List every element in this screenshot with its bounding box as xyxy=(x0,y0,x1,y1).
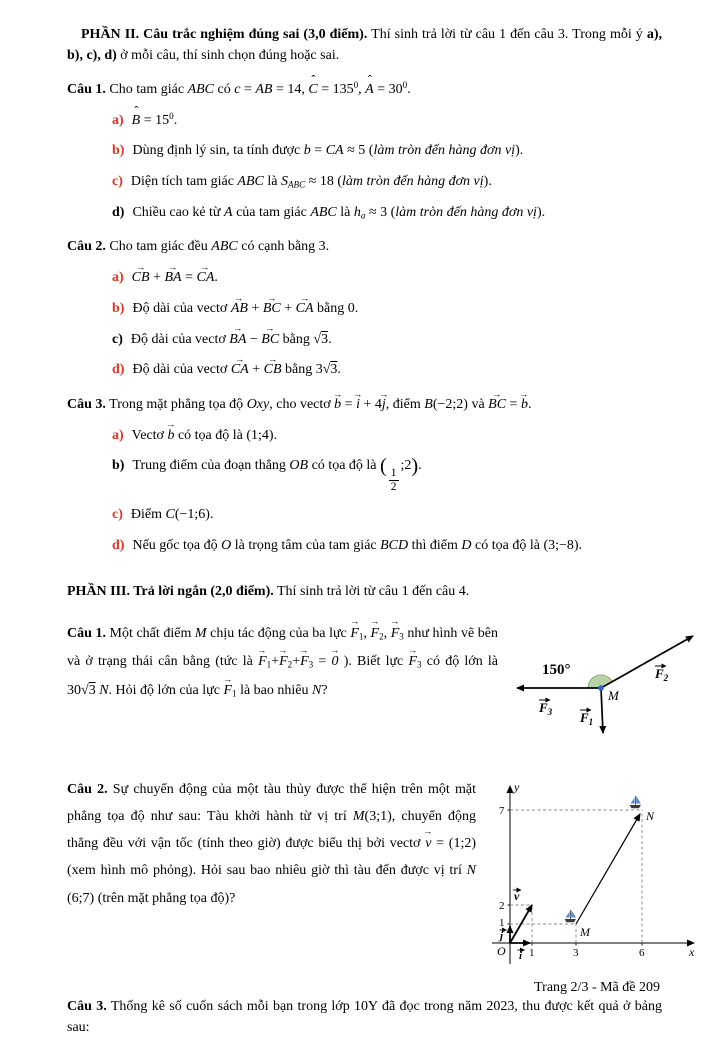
p2-q2-item-c: c) Độ dài của vectơ BA → − BC → bằng √3. xyxy=(112,329,662,351)
p3-q2-text: Câu 2. Sự chuyển động của một tàu thủy được thể hiện trên một mặt phẳng tọa độ như sau: Tàu khởi hành từ vị trí M(3;1), chuyển động thẳng đều với vận tốc (tính theo giờ) được biểu thị bởi vectơ v → = (1;2) (xem hình mô phỏng). Hỏi sau bao nhiêu giờ thì tàu đến được vị trí N (6;7) (trên mặt phẳng tọa độ)? xyxy=(67,776,486,912)
p3-q1-text: Câu 1. Một chất điểm M chịu tác động của ba lực $F \to_1$, $F \to_2$, $F \to_3$ như hình vẽ bên và ở trạng thái cân bằng (tức là $F \to_1+F \to_2+F \to_3 = 0$ → ). Biết lực $F \to_3$ có độ lớn là 30√3 N. Hỏi độ lớn của lực $F \to_1$ là bao nhiêu N? xyxy=(67,620,504,706)
boat-icon-n xyxy=(630,796,642,808)
y-tick-label-2: 2 xyxy=(499,899,505,912)
svg-text:F3: $F_3$ xyxy=(539,699,553,717)
p2-q2-item-a: a) CB → + BA → = CA →. xyxy=(112,267,662,289)
point-m-dot xyxy=(598,685,604,691)
p2-q1-stem: Câu 1. Cho tam giác ABC có c = AB = 14, C ˆ = $135^0$, A ˆ = $30^0$. xyxy=(67,79,662,101)
part3-heading: PHẦN III. Trả lời ngắn (2,0 điểm). Thí sinh trả lời từ câu 1 đến câu 4. xyxy=(67,583,470,599)
svg-text:i: i xyxy=(519,949,523,962)
point-m-label: M xyxy=(580,924,590,939)
p2-q1-item-c: c) Diện tích tam giác ABC là $S_{ABC} \approx 18$ (làm tròn đến hàng đơn vị). xyxy=(112,174,492,190)
p2-question-1 xyxy=(67,79,662,223)
p2-q3-item-b: b) Trung điểm của đoạn thẳng OB có tọa độ là ( $\frac{1}{2}$ ;2). xyxy=(112,455,422,494)
boat-icon-m xyxy=(565,910,577,922)
p3-question-1 xyxy=(67,620,704,742)
vector-j-label xyxy=(498,930,507,942)
page-footer: Trang 2/3 - Mã đề 209 xyxy=(534,980,660,995)
p2-q1-item-a: a) B ˆ = $15^0$. xyxy=(112,110,662,132)
p2-q3-stem: Câu 3. Trong mặt phẳng tọa độ Oxy, cho vectơ b → = i → + 4j →, điểm B(−2;2) và BC → = b →. xyxy=(67,394,662,416)
svg-text:F1: $F_1$ xyxy=(580,709,594,727)
force-f1-label xyxy=(579,710,593,727)
svg-text:v: v xyxy=(514,888,520,903)
point-n-label: N xyxy=(646,808,655,823)
p2-q2-item-b: b) Độ dài của vectơ AB → + BC → + CA → bằng 0. xyxy=(112,298,662,320)
vector-v-label xyxy=(513,889,521,903)
path-mn-arrow xyxy=(576,814,640,924)
x-tick-label-6: 6 xyxy=(639,946,645,959)
p2-question-3 xyxy=(67,394,662,557)
point-m-label: M xyxy=(608,687,619,703)
force-f1-arrow xyxy=(601,688,603,733)
p2-q3-item-d: d) Nếu gốc tọa độ O là trọng tâm của tam giác BCD thì điểm D có tọa độ là (3;−8). xyxy=(112,537,583,553)
svg-text:j: j xyxy=(500,929,504,942)
x-tick-label-3: 3 xyxy=(573,946,579,959)
p3-q3-text: Câu 3. Thống kê số cuốn sách mỗi bạn trong lớp 10Y đã đọc trong năm 2023, thu được kết quả ở bảng sau: xyxy=(67,998,663,1035)
y-tick-label-7: 7 xyxy=(499,804,505,817)
part2-heading: PHẦN II. Câu trắc nghiệm đúng sai (3,0 điểm). Thí sinh trả lời từ câu 1 đến câu 3. Trong mỗi ý a), b), c), d) ở mỗi câu, thí sinh chọn đúng hoặc sai. xyxy=(67,27,662,63)
coordinate-diagram xyxy=(486,778,704,970)
vector-i-label xyxy=(518,950,525,962)
p2-q3-item-a: a) Vectơ b → có tọa độ là (1;4). xyxy=(112,425,662,447)
p2-question-2 xyxy=(67,236,662,380)
p2-q2-stem: Câu 2. Cho tam giác đều ABC có cạnh bằng 3. xyxy=(67,239,330,255)
y-tick-label-1: 1 xyxy=(499,916,505,929)
x-tick-label-1: 1 xyxy=(529,946,535,959)
p2-q1-item-d: d) Chiều cao kẻ từ A của tam giác ABC là $h_a \approx 3$ (làm tròn đến hàng đơn vị). xyxy=(112,204,546,221)
force-f2-arrow xyxy=(601,636,693,688)
p2-q2-item-d: d) Độ dài của vectơ CA → + CB → bằng 3√3. xyxy=(112,359,662,381)
force-f3-label xyxy=(538,700,553,717)
origin-label: O xyxy=(497,943,506,958)
x-axis-label: x xyxy=(689,944,695,959)
y-axis-label: y xyxy=(514,779,520,794)
force-diagram xyxy=(504,632,704,742)
force-f2-label xyxy=(654,666,669,683)
angle-150-label: 150° xyxy=(542,661,571,678)
svg-text:F2: $F_2$ xyxy=(655,665,669,683)
p2-q1-item-b: b) Dùng định lý sin, ta tính được b = CA ≈ 5 (làm tròn đến hàng đơn vị). xyxy=(112,143,524,159)
p2-q3-item-c: c) Điểm C(−1;6). xyxy=(112,507,214,523)
p3-question-2 xyxy=(67,776,704,970)
